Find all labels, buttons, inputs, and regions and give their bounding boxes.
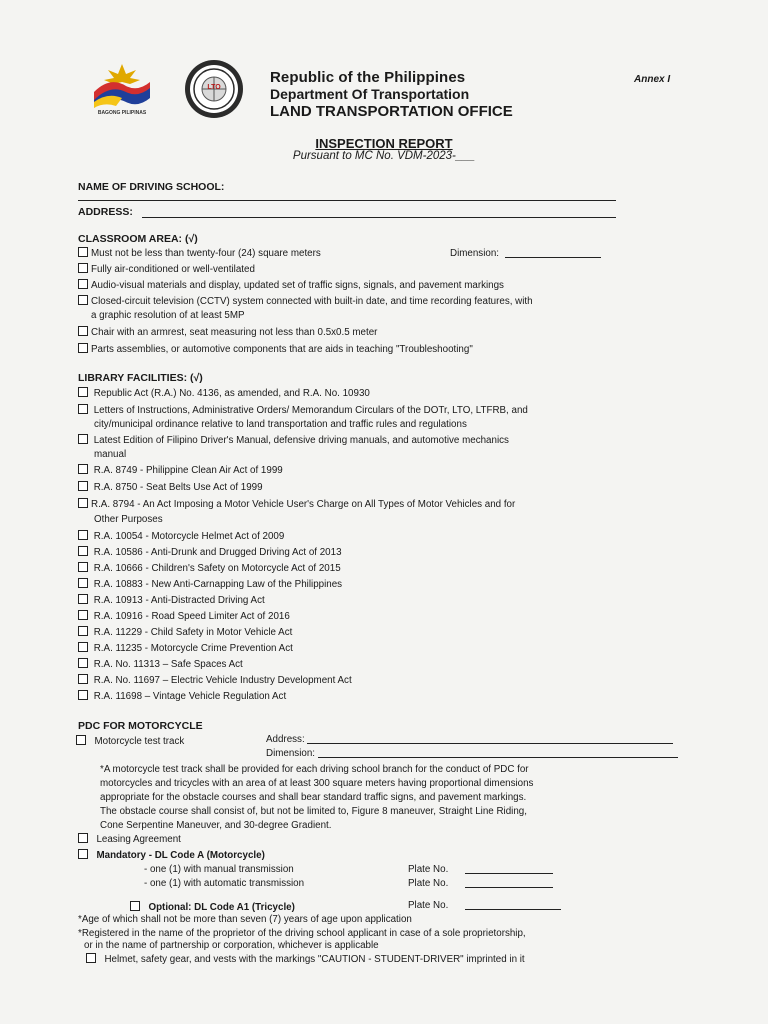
header-department: Department Of Transportation <box>270 86 470 102</box>
footnote-line: *Age of which shall not be more than seven (7) years of age upon application <box>78 914 412 925</box>
plate-no-label: Plate No. <box>408 878 449 889</box>
library-item-continued: Other Purposes <box>94 514 163 525</box>
lto-seal-text: LTO <box>207 84 221 91</box>
library-item: R.A. No. 11313 – Safe Spaces Act <box>78 657 243 673</box>
header-office: LAND TRANSPORTATION OFFICE <box>270 103 513 120</box>
checkbox[interactable] <box>86 953 96 963</box>
checkbox[interactable] <box>78 849 88 859</box>
checkbox[interactable] <box>76 735 86 745</box>
library-item: R.A. 10054 - Motorcycle Helmet Act of 2009 <box>78 529 284 545</box>
pdc-note-line: The obstacle course shall consist of, but not be limited to, Figure 8 maneuver, Straight Line Riding, <box>100 806 527 817</box>
library-item: R.A. 8794 - An Act Imposing a Motor Vehicle User's Charge on All Types of Motor Vehicles and for <box>78 497 515 513</box>
mandatory-motorcycle-item: Mandatory - DL Code A (Motorcycle) <box>78 848 265 864</box>
library-item: R.A. 10666 - Children's Safety on Motorcycle Act of 2015 <box>78 561 341 577</box>
automatic-transmission-label: - one (1) with automatic transmission <box>144 878 305 889</box>
checkbox[interactable] <box>78 530 88 540</box>
pdc-note-line: Cone Serpentine Maneuver, and 30-degree Gradient. <box>100 820 332 831</box>
library-item: R.A. 10883 - New Anti-Carnapping Law of the Philippines <box>78 577 342 593</box>
school-name-line <box>78 200 616 201</box>
checkbox[interactable] <box>78 343 88 353</box>
optional-tricycle-item: Optional: DL Code A1 (Tricycle) <box>130 900 295 916</box>
pdc-test-track: Motorcycle test track <box>76 734 184 750</box>
classroom-item: Must not be less than twenty-four (24) square meters <box>78 246 321 262</box>
checkbox[interactable] <box>78 434 88 444</box>
plate-no-field <box>408 898 561 914</box>
library-item: R.A. 11229 - Child Safety in Motor Vehicle Act <box>78 625 292 641</box>
classroom-item: Audio-visual materials and display, updated set of traffic signs, signals, and pavement markings <box>78 278 504 294</box>
lto-seal-logo <box>170 58 258 120</box>
library-item: R.A. No. 11697 – Electric Vehicle Industry Development Act <box>78 673 352 689</box>
pdc-title: PDC FOR MOTORCYCLE <box>78 720 203 732</box>
test-track-dimension-field <box>266 746 678 762</box>
test-track-address-label: Address: <box>266 734 305 745</box>
classroom-title: CLASSROOM AREA: (√) <box>78 233 198 245</box>
library-item: Republic Act (R.A.) No. 4136, as amended, and R.A. No. 10930 <box>78 386 370 402</box>
library-item: R.A. 8749 - Philippine Clean Air Act of 1999 <box>78 463 283 479</box>
checkbox[interactable] <box>78 594 88 604</box>
classroom-item: Fully air-conditioned or well-ventilated <box>78 262 255 278</box>
checkbox[interactable] <box>130 901 140 911</box>
library-item: R.A. 11235 - Motorcycle Crime Prevention Act <box>78 641 293 657</box>
header-republic: Republic of the Philippines <box>270 69 466 86</box>
plate-no-line <box>465 909 561 910</box>
pdc-note-line: motorcycles and tricycles with an area of at least 300 square meters having proportional dimensions <box>100 778 534 789</box>
checkbox[interactable] <box>78 610 88 620</box>
checkbox[interactable] <box>78 674 88 684</box>
plate-no-label: Plate No. <box>408 864 449 875</box>
pdc-note-line: *A motorcycle test track shall be provided for each driving school branch for the conduct of PDC for <box>100 764 529 775</box>
annex-label: Annex I <box>634 74 671 85</box>
checkbox[interactable] <box>78 464 88 474</box>
library-title: LIBRARY FACILITIES: (√) <box>78 372 203 384</box>
leasing-agreement-item: Leasing Agreement <box>78 832 181 848</box>
checkbox[interactable] <box>78 247 88 257</box>
footnote-line: or in the name of partnership or corporation, whichever is applicable <box>84 940 379 951</box>
classroom-item: Closed-circuit television (CCTV) system connected with built-in date, and time recording features, with <box>78 294 533 310</box>
checkbox[interactable] <box>78 404 88 414</box>
checkbox[interactable] <box>78 626 88 636</box>
checkbox[interactable] <box>78 387 88 397</box>
checkbox[interactable] <box>78 562 88 572</box>
pdc-note-line: appropriate for the obstacle courses and shall bear standard traffic signs, and pavement markings. <box>100 792 527 803</box>
plate-no-line <box>465 873 553 874</box>
report-title: INSPECTION REPORT <box>315 136 453 151</box>
footnote-line: *Registered in the name of the proprietor of the driving school applicant in case of a sole proprietorship, <box>78 928 526 939</box>
helmet-item: Helmet, safety gear, and vests with the markings "CAUTION - STUDENT-DRIVER" imprinted in it <box>86 952 525 968</box>
test-track-dimension-line <box>318 757 678 758</box>
library-item: Letters of Instructions, Administrative Orders/ Memorandum Circulars of the DOTr, LTO, LTFRB, and <box>78 403 528 419</box>
test-track-dimension-label: Dimension: <box>266 748 316 759</box>
test-track-address-line <box>307 743 673 744</box>
classroom-item: Chair with an armrest, seat measuring not less than 0.5x0.5 meter <box>78 325 377 341</box>
dimension-line <box>505 257 601 258</box>
report-subtitle: Pursuant to MC No. VDM-2023-___ <box>292 150 476 162</box>
bagong-pilipinas-logo <box>86 62 158 120</box>
checkbox[interactable] <box>78 833 88 843</box>
library-item: Latest Edition of Filipino Driver's Manual, defensive driving manuals, and automotive mechanics <box>78 433 509 449</box>
library-item-continued: city/municipal ordinance relative to land transportation and traffic rules and regulations <box>94 419 467 430</box>
dimension-field <box>450 246 601 262</box>
checkbox[interactable] <box>78 690 88 700</box>
checkbox[interactable] <box>78 263 88 273</box>
library-item: R.A. 10916 - Road Speed Limiter Act of 2016 <box>78 609 290 625</box>
checkbox[interactable] <box>78 578 88 588</box>
library-item: R.A. 10586 - Anti-Drunk and Drugged Driving Act of 2013 <box>78 545 342 561</box>
checkbox[interactable] <box>78 642 88 652</box>
checkbox[interactable] <box>78 498 88 508</box>
manual-transmission-label: - one (1) with manual transmission <box>144 864 294 875</box>
checkbox[interactable] <box>78 279 88 289</box>
school-name-label: NAME OF DRIVING SCHOOL: <box>78 181 225 193</box>
checkbox[interactable] <box>78 658 88 668</box>
classroom-item: Parts assemblies, or automotive components that are aids in teaching "Troubleshooting" <box>78 342 473 358</box>
plate-no-line <box>465 887 553 888</box>
library-item: R.A. 10913 - Anti-Distracted Driving Act <box>78 593 265 609</box>
library-item: R.A. 8750 - Seat Belts Use Act of 1999 <box>78 480 263 496</box>
checkbox[interactable] <box>78 295 88 305</box>
checkbox[interactable] <box>78 326 88 336</box>
address-line <box>142 217 616 218</box>
classroom-item-continued: a graphic resolution of at least 5MP <box>91 310 245 321</box>
plate-no-label: Plate No. <box>408 900 449 911</box>
logo-caption: BAGONG PILIPINAS <box>97 110 147 116</box>
address-label: ADDRESS: <box>78 206 133 218</box>
checkbox[interactable] <box>78 481 88 491</box>
dimension-label: Dimension: <box>450 248 500 259</box>
plate-no-field <box>408 876 553 892</box>
checkbox[interactable] <box>78 546 88 556</box>
library-item-continued: manual <box>94 449 127 460</box>
library-item: R.A. 11698 – Vintage Vehicle Regulation Act <box>78 689 286 705</box>
